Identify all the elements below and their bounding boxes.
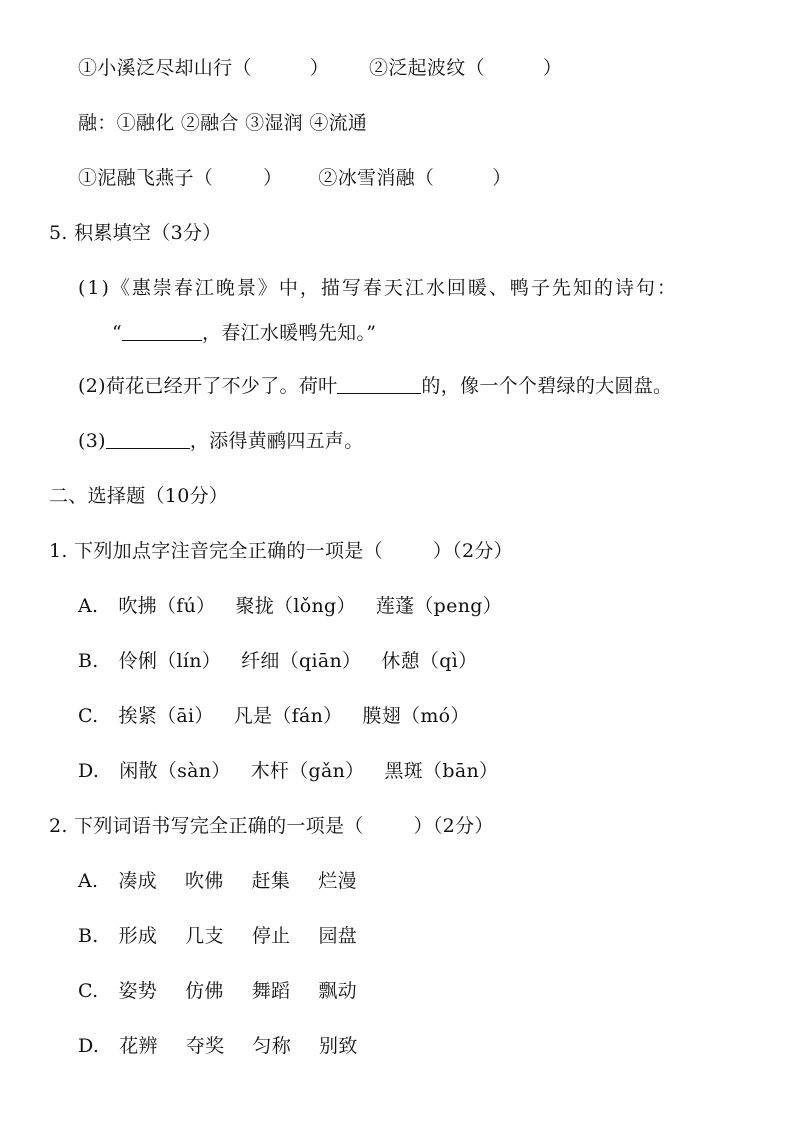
mc1-option-d[interactable]: D. 闲散（sàn） 木杆（gǎn） 黑斑（bān） [78, 760, 499, 782]
q5-part2: (2)荷花已经开了不少了。荷叶 的，像一个个碧绿的大圆盘。 [78, 375, 673, 397]
q5-part1-line1: (1)《惠崇春江晚景》中，描写春天江水回暖、鸭子先知的诗句： [78, 277, 678, 299]
fill-blank[interactable] [106, 428, 190, 449]
q5-part3: (3) ，添得黄鹂四五声。 [78, 430, 364, 452]
mc2-option-c[interactable]: C. 姿势 仿佛 舞蹈 飘动 [78, 980, 357, 1002]
mc1-question: 1. 下列加点字注音完全正确的一项是（ ）（2分） [49, 540, 513, 562]
rong-item-1: ①泥融飞燕子（ [78, 167, 214, 189]
mc1-option-c[interactable]: C. 挨紧（āi） 凡是（fán） 膜翅（mó） [78, 705, 470, 727]
q5-title: 5. 积累填空（3分） [49, 222, 222, 244]
section-2-title: 二、选择题（10分） [49, 485, 229, 507]
q5-part1-line2: “ ，春江水暖鸭先知。” [112, 322, 377, 344]
fan-item-2: ②泛起波纹（ [369, 57, 485, 79]
rong-items-line: ①泥融飞燕子（ ） ②冰雪消融（ ） [78, 167, 512, 189]
mc1-option-b[interactable]: B. 伶俐（lín） 纤细（qiān） 休憩（qì） [78, 650, 478, 672]
fill-blank[interactable] [122, 320, 202, 341]
mc2-option-a[interactable]: A. 凑成 吹佛 赶集 烂漫 [78, 870, 357, 892]
mc2-option-b[interactable]: B. 形成 几支 停止 园盘 [78, 925, 358, 947]
fan-item-1: ①小溪泛尽却山行（ [78, 57, 252, 79]
mc2-option-d[interactable]: D. 花辨 夺奖 匀称 别致 [78, 1035, 358, 1057]
mc1-option-a[interactable]: A. 吹拂（fú） 聚拢（lǒng） 莲蓬（peng） [78, 595, 502, 617]
rong-item-2: ②冰雪消融（ [318, 167, 435, 189]
mc2-question: 2. 下列词语书写完全正确的一项是（ ）（2分） [49, 815, 494, 837]
fill-blank[interactable] [337, 373, 421, 394]
fan-items-line: ①小溪泛尽却山行（ ） ②泛起波纹（ ） [78, 57, 563, 79]
rong-options: 融：①融化 ②融合 ③湿润 ④流通 [78, 112, 368, 134]
